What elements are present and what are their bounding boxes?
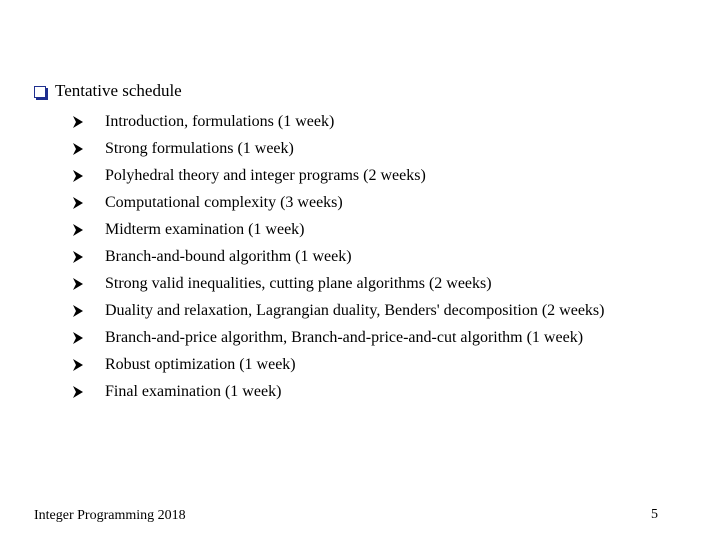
schedule-item bbox=[72, 216, 604, 243]
schedule-item-text: Duality and relaxation, Lagrangian duality, Benders' decomposition (2 weeks) bbox=[105, 301, 605, 319]
schedule-item-text: Final examination (1 week) bbox=[105, 382, 282, 400]
schedule-item bbox=[72, 162, 604, 189]
schedule-item bbox=[72, 297, 604, 324]
arrow-bullet-icon bbox=[72, 385, 84, 399]
schedule-item-text: Computational complexity (3 weeks) bbox=[105, 193, 343, 211]
arrow-bullet-icon bbox=[72, 223, 84, 237]
schedule-item-text: Branch-and-bound algorithm (1 week) bbox=[105, 247, 352, 265]
section-heading bbox=[34, 80, 182, 102]
arrow-bullet-icon bbox=[72, 115, 84, 129]
schedule-item bbox=[72, 189, 604, 216]
arrow-bullet-icon bbox=[72, 358, 84, 372]
schedule-item-text: Strong valid inequalities, cutting plane algorithms (2 weeks) bbox=[105, 274, 492, 292]
arrow-bullet-icon bbox=[72, 304, 84, 318]
schedule-item bbox=[72, 243, 604, 270]
schedule-item-text: Robust optimization (1 week) bbox=[105, 355, 296, 373]
schedule-item-text: Introduction, formulations (1 week) bbox=[105, 112, 335, 130]
hollow-square-bullet-icon bbox=[34, 86, 46, 98]
arrow-bullet-icon bbox=[72, 331, 84, 345]
page-number: 5 bbox=[651, 507, 658, 522]
arrow-bullet-icon bbox=[72, 169, 84, 183]
arrow-bullet-icon bbox=[72, 142, 84, 156]
schedule-list bbox=[72, 108, 604, 405]
schedule-item bbox=[72, 324, 604, 351]
footer-title: Integer Programming 2018 bbox=[34, 508, 186, 523]
arrow-bullet-icon bbox=[72, 277, 84, 291]
schedule-item bbox=[72, 135, 604, 162]
schedule-item-text: Polyhedral theory and integer programs (2 weeks) bbox=[105, 166, 426, 184]
schedule-item-text: Midterm examination (1 week) bbox=[105, 220, 305, 238]
schedule-item-text: Branch-and-price algorithm, Branch-and-price-and-cut algorithm (1 week) bbox=[105, 328, 584, 346]
section-heading-text: Tentative schedule bbox=[55, 81, 182, 100]
schedule-item bbox=[72, 270, 604, 297]
arrow-bullet-icon bbox=[72, 250, 84, 264]
schedule-item bbox=[72, 378, 604, 405]
schedule-item-text: Strong formulations (1 week) bbox=[105, 139, 294, 157]
schedule-item bbox=[72, 351, 604, 378]
schedule-item bbox=[72, 108, 604, 135]
arrow-bullet-icon bbox=[72, 196, 84, 210]
